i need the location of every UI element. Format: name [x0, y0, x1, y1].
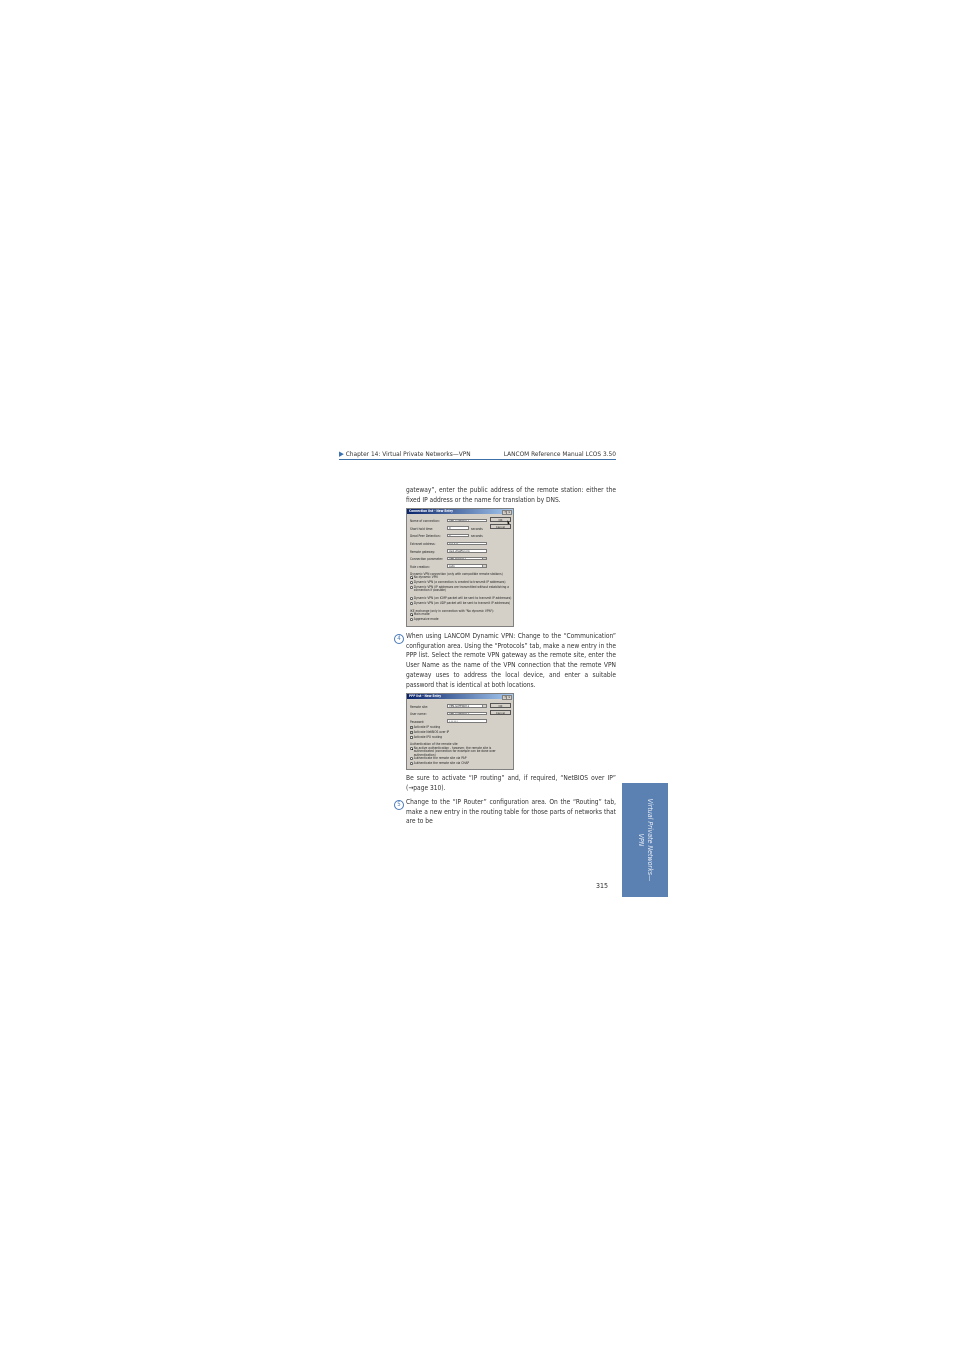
- ppp-list-dialog: [406, 693, 514, 770]
- intro-paragraph: gateway”, enter the public address of the remote station: either the fixed IP address or the name for translation by DNS.: [406, 486, 616, 504]
- dynamic-vpn-option[interactable]: Dynamic VPN (an UDP packet will be sent to transmit IP addresses): [410, 602, 510, 605]
- running-header-chapter: [339, 450, 471, 458]
- remote-site-select[interactable]: VPN-GATEWAY-1: [447, 704, 487, 708]
- user-name-input[interactable]: VPN-GATEWAY-1: [447, 712, 487, 716]
- radio-button-selected[interactable]: [410, 747, 413, 750]
- auth-heading: Authentication of the remote site: [410, 742, 458, 746]
- note-paragraph: Be sure to activate “IP routing” and, if required, “NetBIOS over IP” (→page 310).: [406, 774, 616, 792]
- help-icon[interactable]: ?: [502, 510, 508, 516]
- field-label-extranet: Extranet address:: [410, 542, 436, 546]
- netbios-checkbox[interactable]: ✓ Activate NetBIOS over IP: [411, 730, 450, 735]
- ipx-routing-checkbox[interactable]: Activate IPX routing: [410, 736, 442, 739]
- side-tab-label: Virtual Private Networks— VPN: [637, 798, 654, 882]
- step-number-5: 5: [394, 800, 404, 810]
- dpd-input[interactable]: 0: [447, 534, 469, 538]
- cancel-button[interactable]: Cancel: [490, 710, 511, 715]
- radio-button[interactable]: [410, 762, 413, 765]
- connection-parameter-select[interactable]: VPN-PARAM-1: [447, 557, 487, 561]
- radio-button-selected[interactable]: [410, 576, 413, 579]
- field-label-password: Password:: [410, 719, 425, 724]
- field-label-user-name: User name:: [410, 712, 427, 716]
- dpd-unit: seconds: [471, 534, 483, 538]
- field-label-remote-site: Remote site:: [410, 704, 429, 709]
- dialog-title: PPP list - New Entry: [409, 694, 442, 698]
- password-input[interactable]: ••••••: [447, 719, 487, 723]
- chapter-side-tab: [622, 783, 668, 897]
- ike-option[interactable]: Main mode: [410, 613, 430, 616]
- ike-option[interactable]: Aggressive mode: [410, 618, 439, 621]
- field-label-short-hold: Short hold time:: [410, 526, 434, 531]
- triangle-bullet-icon: ▶: [339, 450, 344, 458]
- field-label-dpd: Dead Peer Detection:: [410, 534, 441, 538]
- dialog-title-bar: [407, 509, 513, 514]
- ike-heading: IKE exchange (only in connection with "No dynamic VPN"):: [410, 608, 495, 613]
- ok-button[interactable]: OK: [490, 703, 511, 708]
- ip-routing-checkbox[interactable]: ✓ Activate IP routing: [411, 725, 441, 730]
- close-icon[interactable]: ×: [508, 509, 511, 514]
- ok-button[interactable]: OK: [490, 517, 511, 522]
- page-number: 315: [596, 882, 609, 890]
- close-icon[interactable]: ×: [508, 694, 511, 699]
- step-number-4: 4: [394, 634, 404, 644]
- dynamic-vpn-option[interactable]: No dynamic VPN: [410, 576, 438, 579]
- auth-option[interactable]: Authenticate the remote site via CHAP: [410, 762, 469, 765]
- step-5-paragraph: Change to the “IP Router” configuration area. On the “Routing” tab, make a new entry in the routing table for those parts of networks that are to be: [406, 798, 616, 826]
- header-rule: [339, 459, 616, 460]
- running-header-manual: LANCOM Reference Manual LCOS 3.50: [503, 450, 616, 458]
- field-label-name: Name of connection:: [410, 519, 440, 523]
- cancel-button[interactable]: Cancel: [490, 524, 511, 529]
- field-label-connection-parameter: Connection parameter:: [410, 557, 444, 561]
- step-4-paragraph: When using LANCOM Dynamic VPN: Change to the “Communication” configuration area. Using the “Protocols” tab, make a new entry in the PPP list. Select the remote VPN gateway as the remote site, enter the User Name as the name of the VPN connection that the remote VPN gateway uses to address the local device, and enter a suitable password that is identical at both locations.: [406, 632, 616, 689]
- remote-gateway-input[interactable]: gw1.vfeeffer.org: [447, 549, 487, 553]
- connection-list-dialog: [406, 508, 514, 627]
- rule-creation-select[interactable]: Auto: [447, 564, 487, 568]
- dialog-title: Connection list - New Entry: [409, 509, 454, 513]
- help-icon[interactable]: ?: [502, 695, 508, 701]
- radio-button[interactable]: [410, 586, 413, 589]
- dynamic-vpn-option[interactable]: Dynamic VPN (a connection is created to transmit IP addresses): [410, 581, 506, 584]
- radio-button[interactable]: [410, 597, 413, 600]
- field-label-remote-gateway: Remote gateway:: [410, 549, 435, 554]
- radio-button[interactable]: [410, 757, 413, 760]
- checkbox-checked[interactable]: ✓: [411, 731, 413, 735]
- extranet-address-input[interactable]: 0.0.0.0: [447, 542, 487, 546]
- auth-option[interactable]: No active authentication - however, the remote site is authenticated (connection for example can be done over authentication): [410, 747, 510, 757]
- radio-button-selected[interactable]: [410, 613, 413, 616]
- auth-option[interactable]: Authenticate the remote site via PAP: [410, 757, 466, 760]
- dynamic-vpn-heading: Dynamic VPN connection (only with compatible remote stations): [410, 572, 503, 576]
- dynamic-vpn-option[interactable]: Dynamic VPN (an ICMP packet will be sent to transmit IP addresses): [410, 597, 511, 600]
- checkbox[interactable]: [410, 736, 413, 739]
- short-hold-unit: seconds: [471, 526, 483, 531]
- dialog-title-bar: [407, 694, 513, 699]
- field-label-rule-creation: Rule creation:: [410, 564, 430, 569]
- connection-name-input[interactable]: VPN-GATEWAY-1: [447, 519, 487, 523]
- short-hold-input[interactable]: 0: [447, 526, 469, 530]
- radio-button[interactable]: [410, 618, 413, 621]
- checkbox-checked[interactable]: ✓: [411, 726, 413, 730]
- radio-button[interactable]: [410, 602, 413, 605]
- chapter-title: Chapter 14: Virtual Private Networks—VPN: [345, 450, 471, 458]
- dynamic-vpn-option[interactable]: Dynamic VPN (IP addresses are transmitted without establishing a connection if possible): [410, 586, 510, 593]
- radio-button[interactable]: [410, 581, 413, 584]
